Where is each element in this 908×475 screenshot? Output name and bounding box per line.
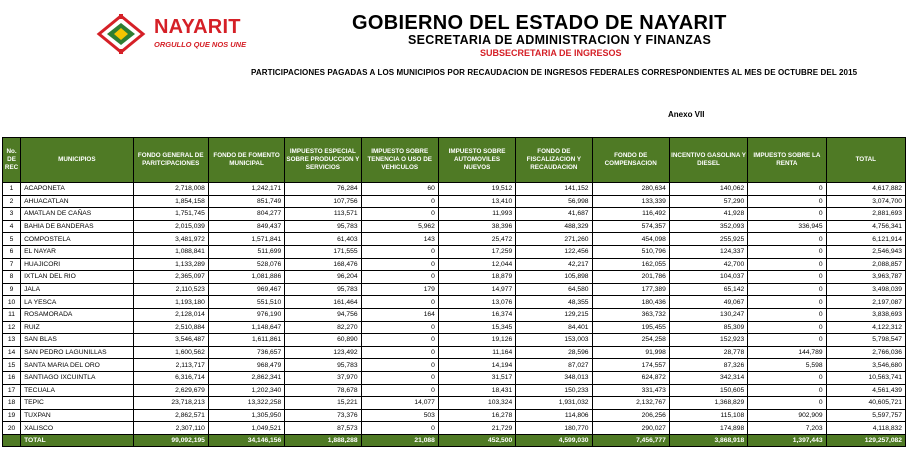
amount-cell: 2,881,693 <box>826 208 905 221</box>
amount-cell: 16,278 <box>438 409 515 422</box>
amount-cell: 3,498,039 <box>826 283 905 296</box>
amount-cell: 13,410 <box>438 195 515 208</box>
amount-cell: 2,862,571 <box>133 409 208 422</box>
row-number-cell: 3 <box>3 208 21 221</box>
amount-cell: 150,233 <box>516 384 592 397</box>
amount-cell: 123,492 <box>285 346 361 359</box>
amount-cell: 82,270 <box>285 321 361 334</box>
column-header: TOTAL <box>826 138 905 183</box>
amount-cell: 3,546,680 <box>826 359 905 372</box>
table-row <box>3 245 906 258</box>
row-number-cell: 1 <box>3 183 21 196</box>
amount-cell: 129,257,082 <box>826 434 905 446</box>
amount-cell: 129,215 <box>516 308 592 321</box>
amount-cell: 1,305,950 <box>208 409 284 422</box>
row-number-cell: 10 <box>3 296 21 309</box>
amount-cell: 503 <box>361 409 438 422</box>
amount-cell: 1,854,158 <box>133 195 208 208</box>
amount-cell: 2,307,110 <box>133 422 208 435</box>
amount-cell: 4,599,030 <box>516 434 592 446</box>
municipality-cell: TEPIC <box>21 397 133 410</box>
table-row <box>3 220 906 233</box>
amount-cell: 2,766,036 <box>826 346 905 359</box>
table-row <box>3 371 906 384</box>
amount-cell: 348,013 <box>516 371 592 384</box>
amount-cell: 6,121,914 <box>826 233 905 246</box>
municipality-cell: SAN PEDRO LAGUNILLAS <box>21 346 133 359</box>
amount-cell: 1,202,340 <box>208 384 284 397</box>
amount-cell: 78,678 <box>285 384 361 397</box>
amount-cell: 968,479 <box>208 359 284 372</box>
amount-cell: 42,217 <box>516 258 592 271</box>
amount-cell: 95,783 <box>285 283 361 296</box>
amount-cell: 5,798,547 <box>826 334 905 347</box>
amount-cell: 104,037 <box>669 271 747 284</box>
row-number-cell: 2 <box>3 195 21 208</box>
amount-cell: 0 <box>361 346 438 359</box>
amount-cell: 13,076 <box>438 296 515 309</box>
amount-cell: 736,657 <box>208 346 284 359</box>
amount-cell: 14,977 <box>438 283 515 296</box>
amount-cell: 0 <box>748 245 826 258</box>
amount-cell: 1,133,289 <box>133 258 208 271</box>
amount-cell: 804,277 <box>208 208 284 221</box>
amount-cell: 0 <box>748 258 826 271</box>
amount-cell: 168,476 <box>285 258 361 271</box>
municipality-cell: XALISCO <box>21 422 133 435</box>
municipality-cell: ROSAMORADA <box>21 308 133 321</box>
row-number-cell: 20 <box>3 422 21 435</box>
municipality-cell: AHUACATLAN <box>21 195 133 208</box>
amount-cell: 87,027 <box>516 359 592 372</box>
amount-cell: 19,126 <box>438 334 515 347</box>
amount-cell: 2,197,087 <box>826 296 905 309</box>
amount-cell: 180,436 <box>592 296 669 309</box>
amount-cell: 2,015,039 <box>133 220 208 233</box>
row-number-cell: 9 <box>3 283 21 296</box>
amount-cell: 1,193,180 <box>133 296 208 309</box>
row-number-cell: 18 <box>3 397 21 410</box>
amount-cell: 31,517 <box>438 371 515 384</box>
amount-cell: 511,699 <box>208 245 284 258</box>
amount-cell: 150,605 <box>669 384 747 397</box>
amount-cell: 271,260 <box>516 233 592 246</box>
logo-name: NAYARIT <box>154 16 241 38</box>
amount-cell: 1,888,288 <box>285 434 361 446</box>
amount-cell: 174,898 <box>669 422 747 435</box>
amount-cell: 87,573 <box>285 422 361 435</box>
amount-cell: 624,872 <box>592 371 669 384</box>
amount-cell: 0 <box>748 384 826 397</box>
amount-cell: 41,928 <box>669 208 747 221</box>
municipality-cell: LA YESCA <box>21 296 133 309</box>
table-row <box>3 422 906 435</box>
amount-cell: 0 <box>748 334 826 347</box>
table-header-row <box>3 138 906 183</box>
column-header: FONDO DE FOMENTO MUNICIPAL <box>208 138 284 183</box>
amount-cell: 124,337 <box>669 245 747 258</box>
row-number-cell: 13 <box>3 334 21 347</box>
amount-cell: 0 <box>361 334 438 347</box>
amount-cell: 1,931,032 <box>516 397 592 410</box>
total-row <box>3 434 906 446</box>
municipality-cell: HUAJICORI <box>21 258 133 271</box>
amount-cell: 0 <box>361 384 438 397</box>
amount-cell: 42,700 <box>669 258 747 271</box>
amount-cell: 18,431 <box>438 384 515 397</box>
nayarit-emblem-icon <box>96 14 146 54</box>
column-header: FONDO DE COMPENSACION <box>592 138 669 183</box>
amount-cell: 107,756 <box>285 195 361 208</box>
amount-cell: 4,118,832 <box>826 422 905 435</box>
amount-cell: 25,472 <box>438 233 515 246</box>
amount-cell: 4,122,312 <box>826 321 905 334</box>
amount-cell: 179 <box>361 283 438 296</box>
amount-cell: 0 <box>361 245 438 258</box>
amount-cell: 140,062 <box>669 183 747 196</box>
amount-cell: 4,561,439 <box>826 384 905 397</box>
amount-cell: 206,256 <box>592 409 669 422</box>
column-header: No. DE REC <box>3 138 21 183</box>
amount-cell: 141,152 <box>516 183 592 196</box>
table-row <box>3 208 906 221</box>
amount-cell: 171,555 <box>285 245 361 258</box>
amount-cell: 161,464 <box>285 296 361 309</box>
municipality-cell: ACAPONETA <box>21 183 133 196</box>
row-number-cell: 14 <box>3 346 21 359</box>
table-row <box>3 397 906 410</box>
amount-cell: 3,481,972 <box>133 233 208 246</box>
amount-cell: 164 <box>361 308 438 321</box>
amount-cell: 17,259 <box>438 245 515 258</box>
amount-cell: 331,473 <box>592 384 669 397</box>
report-title: PARTICIPACIONES PAGADAS A LOS MUNICIPIOS POR RECAUDACION DE INGRESOS FEDERALES CORRESPONDIENTES AL MES DE OCTUBRE DEL 2015 <box>251 68 858 77</box>
table-row <box>3 384 906 397</box>
amount-cell: 162,055 <box>592 258 669 271</box>
row-number-cell: 8 <box>3 271 21 284</box>
amount-cell: 48,355 <box>516 296 592 309</box>
row-number-cell: 6 <box>3 245 21 258</box>
amount-cell: 5,962 <box>361 220 438 233</box>
amount-cell: 122,456 <box>516 245 592 258</box>
municipality-cell: RUIZ <box>21 321 133 334</box>
amount-cell: 34,146,156 <box>208 434 284 446</box>
subsecretaria-label: SUBSECRETARIA DE INGRESOS <box>480 48 622 58</box>
amount-cell: 143 <box>361 233 438 246</box>
amount-cell: 551,510 <box>208 296 284 309</box>
amount-cell: 976,190 <box>208 308 284 321</box>
table-row <box>3 308 906 321</box>
amount-cell: 7,203 <box>748 422 826 435</box>
amount-cell: 1,751,745 <box>133 208 208 221</box>
column-header: INCENTIVO GASOLINA Y DIESEL <box>669 138 747 183</box>
amount-cell: 73,376 <box>285 409 361 422</box>
amount-cell: 3,868,918 <box>669 434 747 446</box>
amount-cell: 342,314 <box>669 371 747 384</box>
amount-cell: 28,778 <box>669 346 747 359</box>
municipality-cell: EL NAYAR <box>21 245 133 258</box>
amount-cell: 0 <box>361 208 438 221</box>
amount-cell: 40,605,721 <box>826 397 905 410</box>
amount-cell: 60 <box>361 183 438 196</box>
amount-cell: 10,563,741 <box>826 371 905 384</box>
column-header: IMPUESTO SOBRE AUTOMOVILES NUEVOS <box>438 138 515 183</box>
amount-cell: 2,128,014 <box>133 308 208 321</box>
column-header: IMPUESTO SOBRE LA RENTA <box>748 138 826 183</box>
table-row <box>3 409 906 422</box>
amount-cell: 38,396 <box>438 220 515 233</box>
amount-cell: 0 <box>748 397 826 410</box>
annex-label: Anexo VII <box>668 110 705 119</box>
amount-cell: 57,290 <box>669 195 747 208</box>
amount-cell: 105,898 <box>516 271 592 284</box>
municipality-cell: TECUALA <box>21 384 133 397</box>
amount-cell: 336,945 <box>748 220 826 233</box>
table-row <box>3 321 906 334</box>
amount-cell: 174,557 <box>592 359 669 372</box>
amount-cell: 574,357 <box>592 220 669 233</box>
amount-cell: 454,098 <box>592 233 669 246</box>
amount-cell: 0 <box>748 208 826 221</box>
column-header: MUNICIPIOS <box>21 138 133 183</box>
municipality-cell: SAN BLAS <box>21 334 133 347</box>
amount-cell: 0 <box>361 258 438 271</box>
amount-cell: 4,756,341 <box>826 220 905 233</box>
municipality-cell: IXTLAN DEL RIO <box>21 271 133 284</box>
amount-cell: 15,221 <box>285 397 361 410</box>
amount-cell: 180,770 <box>516 422 592 435</box>
column-header: IMPUESTO ESPECIAL SOBRE PRODUCCION Y SERVICIOS <box>285 138 361 183</box>
row-number-cell <box>3 434 21 446</box>
amount-cell: 91,998 <box>592 346 669 359</box>
secretaria-subtitle: SECRETARIA DE ADMINISTRACION Y FINANZAS <box>408 33 712 47</box>
amount-cell: 1,600,562 <box>133 346 208 359</box>
amount-cell: 3,838,693 <box>826 308 905 321</box>
amount-cell: 2,546,943 <box>826 245 905 258</box>
table-row <box>3 346 906 359</box>
amount-cell: 87,326 <box>669 359 747 372</box>
amount-cell: 1,088,841 <box>133 245 208 258</box>
amount-cell: 15,345 <box>438 321 515 334</box>
amount-cell: 60,890 <box>285 334 361 347</box>
amount-cell: 65,142 <box>669 283 747 296</box>
amount-cell: 14,077 <box>361 397 438 410</box>
amount-cell: 85,309 <box>669 321 747 334</box>
table-row <box>3 183 906 196</box>
amount-cell: 0 <box>748 195 826 208</box>
amount-cell: 64,580 <box>516 283 592 296</box>
amount-cell: 133,339 <box>592 195 669 208</box>
amount-cell: 528,076 <box>208 258 284 271</box>
amount-cell: 84,401 <box>516 321 592 334</box>
amount-cell: 114,806 <box>516 409 592 422</box>
amount-cell: 969,467 <box>208 283 284 296</box>
amount-cell: 2,629,679 <box>133 384 208 397</box>
amount-cell: 1,049,521 <box>208 422 284 435</box>
row-number-cell: 16 <box>3 371 21 384</box>
amount-cell: 1,368,829 <box>669 397 747 410</box>
logo-slogan: ORGULLO QUE NOS UNE <box>154 40 247 49</box>
amount-cell: 56,998 <box>516 195 592 208</box>
participaciones-table <box>2 137 906 447</box>
amount-cell: 116,492 <box>592 208 669 221</box>
municipality-cell: TOTAL <box>21 434 133 446</box>
amount-cell: 103,324 <box>438 397 515 410</box>
amount-cell: 2,113,717 <box>133 359 208 372</box>
amount-cell: 41,687 <box>516 208 592 221</box>
column-header: IMPUESTO SOBRE TENENCIA O USO DE VEHICULOS <box>361 138 438 183</box>
amount-cell: 14,194 <box>438 359 515 372</box>
amount-cell: 0 <box>361 321 438 334</box>
amount-cell: 0 <box>748 283 826 296</box>
amount-cell: 280,634 <box>592 183 669 196</box>
row-number-cell: 12 <box>3 321 21 334</box>
table-row <box>3 359 906 372</box>
table-row <box>3 258 906 271</box>
amount-cell: 849,437 <box>208 220 284 233</box>
amount-cell: 0 <box>361 271 438 284</box>
amount-cell: 12,044 <box>438 258 515 271</box>
municipality-cell: SANTA MARIA DEL ORO <box>21 359 133 372</box>
amount-cell: 5,598 <box>748 359 826 372</box>
amount-cell: 0 <box>361 422 438 435</box>
amount-cell: 99,092,195 <box>133 434 208 446</box>
amount-cell: 2,862,341 <box>208 371 284 384</box>
amount-cell: 4,617,882 <box>826 183 905 196</box>
amount-cell: 452,500 <box>438 434 515 446</box>
amount-cell: 3,546,487 <box>133 334 208 347</box>
amount-cell: 352,093 <box>669 220 747 233</box>
amount-cell: 5,597,757 <box>826 409 905 422</box>
amount-cell: 1,611,861 <box>208 334 284 347</box>
amount-cell: 6,316,714 <box>133 371 208 384</box>
row-number-cell: 7 <box>3 258 21 271</box>
amount-cell: 0 <box>361 195 438 208</box>
municipality-cell: JALA <box>21 283 133 296</box>
amount-cell: 49,067 <box>669 296 747 309</box>
amount-cell: 76,284 <box>285 183 361 196</box>
amount-cell: 2,110,523 <box>133 283 208 296</box>
municipality-cell: SANTIAGO IXCUINTLA <box>21 371 133 384</box>
amount-cell: 130,247 <box>669 308 747 321</box>
amount-cell: 363,732 <box>592 308 669 321</box>
page-title: GOBIERNO DEL ESTADO DE NAYARIT <box>352 12 727 34</box>
amount-cell: 37,970 <box>285 371 361 384</box>
amount-cell: 1,242,171 <box>208 183 284 196</box>
amount-cell: 115,108 <box>669 409 747 422</box>
amount-cell: 0 <box>748 321 826 334</box>
table-body <box>3 183 906 447</box>
amount-cell: 902,909 <box>748 409 826 422</box>
amount-cell: 61,403 <box>285 233 361 246</box>
amount-cell: 21,729 <box>438 422 515 435</box>
amount-cell: 0 <box>748 296 826 309</box>
amount-cell: 95,783 <box>285 359 361 372</box>
amount-cell: 13,322,258 <box>208 397 284 410</box>
amount-cell: 95,783 <box>285 220 361 233</box>
amount-cell: 3,963,787 <box>826 271 905 284</box>
row-number-cell: 15 <box>3 359 21 372</box>
row-number-cell: 11 <box>3 308 21 321</box>
amount-cell: 2,088,857 <box>826 258 905 271</box>
nayarit-logo <box>96 14 266 54</box>
municipality-cell: TUXPAN <box>21 409 133 422</box>
amount-cell: 0 <box>361 359 438 372</box>
row-number-cell: 4 <box>3 220 21 233</box>
amount-cell: 19,512 <box>438 183 515 196</box>
amount-cell: 3,074,700 <box>826 195 905 208</box>
amount-cell: 23,718,213 <box>133 397 208 410</box>
table-row <box>3 283 906 296</box>
row-number-cell: 19 <box>3 409 21 422</box>
amount-cell: 0 <box>361 296 438 309</box>
amount-cell: 851,749 <box>208 195 284 208</box>
amount-cell: 11,164 <box>438 346 515 359</box>
amount-cell: 195,455 <box>592 321 669 334</box>
municipality-cell: COMPOSTELA <box>21 233 133 246</box>
amount-cell: 1,397,443 <box>748 434 826 446</box>
amount-cell: 0 <box>748 233 826 246</box>
amount-cell: 0 <box>361 371 438 384</box>
amount-cell: 0 <box>748 308 826 321</box>
amount-cell: 177,389 <box>592 283 669 296</box>
amount-cell: 18,879 <box>438 271 515 284</box>
municipality-cell: AMATLAN DE CAÑAS <box>21 208 133 221</box>
amount-cell: 153,003 <box>516 334 592 347</box>
amount-cell: 2,510,884 <box>133 321 208 334</box>
amount-cell: 7,456,777 <box>592 434 669 446</box>
amount-cell: 510,796 <box>592 245 669 258</box>
amount-cell: 16,374 <box>438 308 515 321</box>
table-row <box>3 195 906 208</box>
amount-cell: 201,786 <box>592 271 669 284</box>
amount-cell: 11,993 <box>438 208 515 221</box>
amount-cell: 144,789 <box>748 346 826 359</box>
amount-cell: 290,027 <box>592 422 669 435</box>
amount-cell: 1,571,841 <box>208 233 284 246</box>
amount-cell: 2,365,097 <box>133 271 208 284</box>
amount-cell: 254,258 <box>592 334 669 347</box>
table-row <box>3 334 906 347</box>
amount-cell: 28,596 <box>516 346 592 359</box>
table-row <box>3 233 906 246</box>
amount-cell: 21,088 <box>361 434 438 446</box>
amount-cell: 488,329 <box>516 220 592 233</box>
amount-cell: 0 <box>748 271 826 284</box>
amount-cell: 0 <box>748 183 826 196</box>
row-number-cell: 17 <box>3 384 21 397</box>
column-header: FONDO DE FISCALIZACION Y RECAUDACION <box>516 138 592 183</box>
amount-cell: 0 <box>748 371 826 384</box>
amount-cell: 94,756 <box>285 308 361 321</box>
row-number-cell: 5 <box>3 233 21 246</box>
table-row <box>3 296 906 309</box>
amount-cell: 113,571 <box>285 208 361 221</box>
amount-cell: 1,148,647 <box>208 321 284 334</box>
amount-cell: 152,923 <box>669 334 747 347</box>
amount-cell: 1,081,886 <box>208 271 284 284</box>
municipality-cell: BAHIA DE BANDERAS <box>21 220 133 233</box>
amount-cell: 2,132,767 <box>592 397 669 410</box>
amount-cell: 255,925 <box>669 233 747 246</box>
amount-cell: 96,204 <box>285 271 361 284</box>
amount-cell: 2,718,008 <box>133 183 208 196</box>
table-row <box>3 271 906 284</box>
column-header: FONDO GENERAL DE PARITCIPACIONES <box>133 138 208 183</box>
